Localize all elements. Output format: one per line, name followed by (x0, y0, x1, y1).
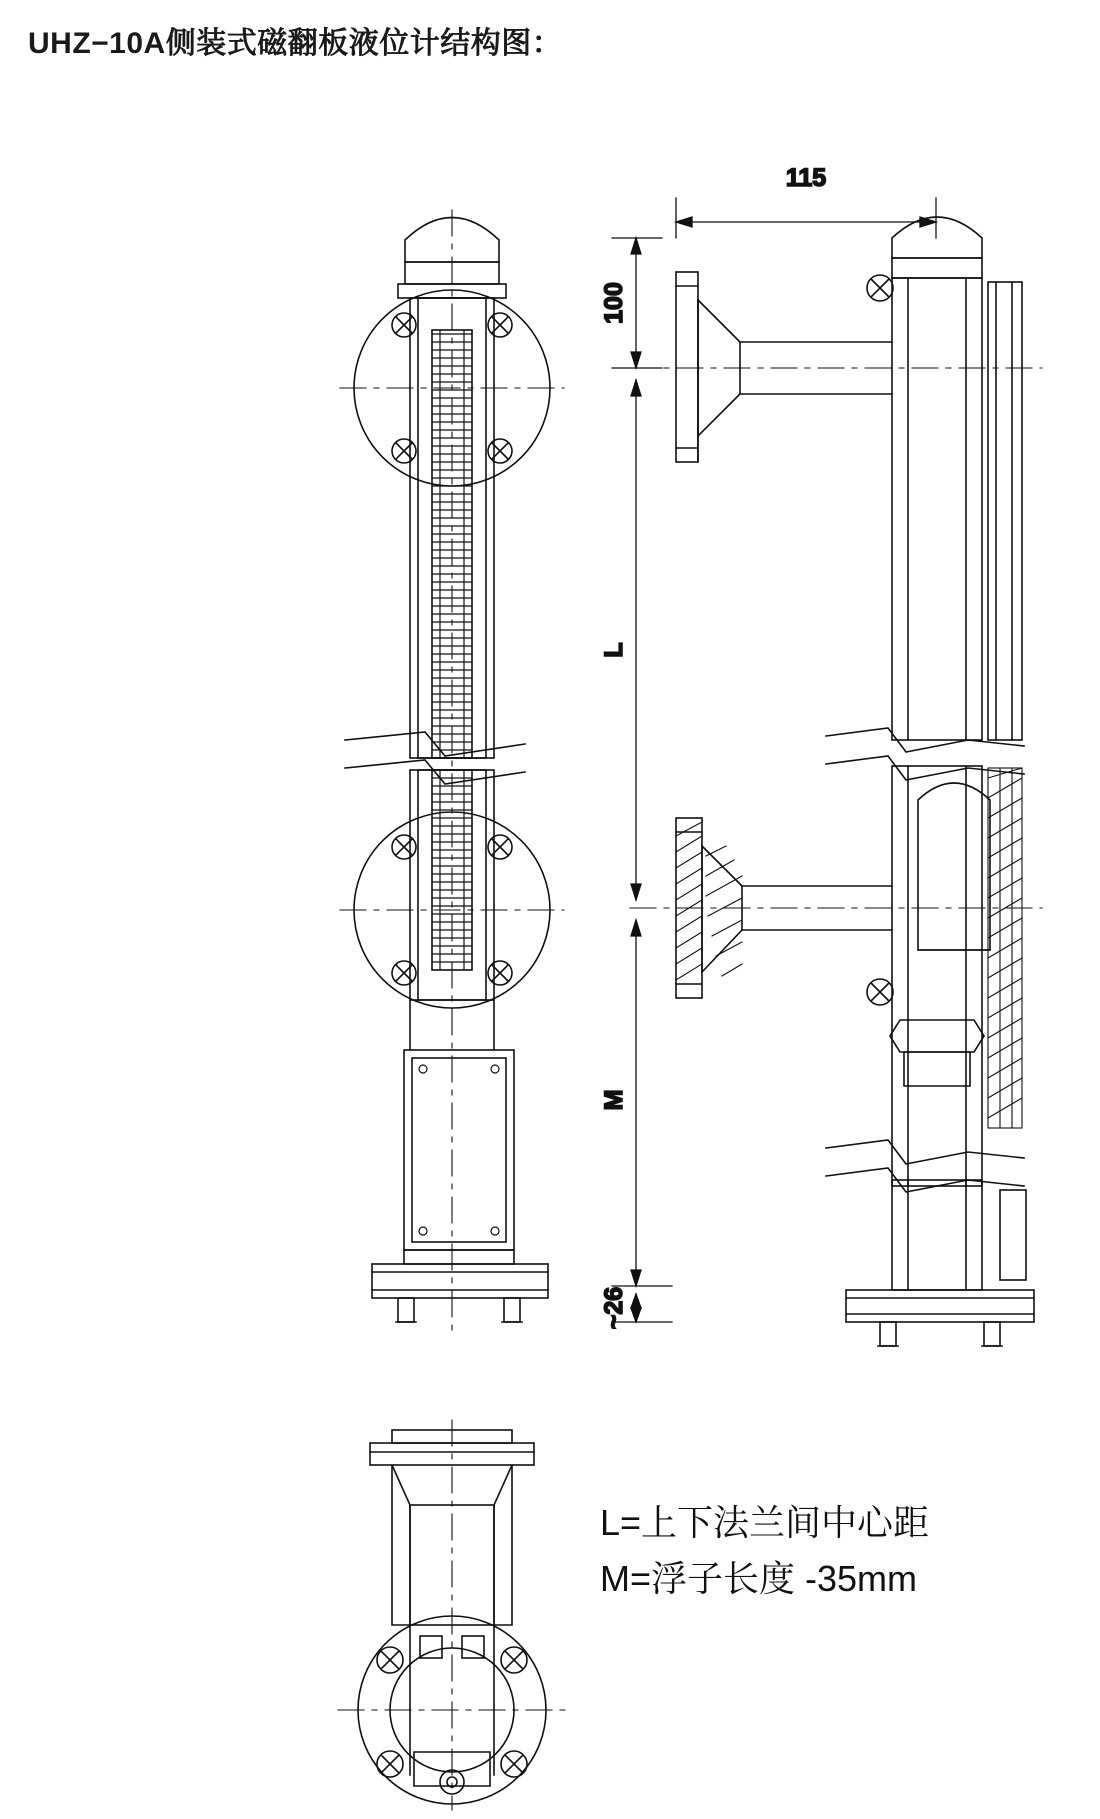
break-line-side-lower (826, 1140, 1024, 1192)
dim-100-label: 100 (600, 282, 628, 324)
page-title: UHZ−10A侧装式磁翻板液位计结构图： (28, 27, 563, 60)
legend-line-M: M=浮子长度 -35mm (600, 1557, 918, 1599)
side-bottom-flange (846, 1290, 1034, 1322)
transmitter-housing (404, 1050, 514, 1250)
dim-115-label: 115 (785, 164, 827, 192)
side-view (630, 217, 1042, 1346)
lower-vent-screw (867, 979, 893, 1005)
bottom-flange (372, 1264, 548, 1298)
dimension-lines (612, 198, 936, 1322)
dim-L-label: L (600, 642, 628, 658)
dim-M-label: M (600, 1089, 628, 1111)
front-view (340, 210, 564, 1330)
side-bottom-bolts (878, 1322, 1002, 1346)
drain-valve-body (890, 1020, 984, 1086)
break-line-side-upper (826, 728, 1024, 780)
section-hatch (988, 768, 1022, 1128)
center-lines-bottom (338, 1420, 566, 1810)
legend (600, 1495, 1060, 1607)
bottom-bolts (396, 1298, 522, 1322)
dimension-labels (600, 164, 826, 1329)
float (918, 783, 990, 950)
housing-screws (419, 1065, 499, 1235)
upper-process-connection (676, 272, 892, 462)
bottom-view (338, 1420, 566, 1810)
dim-26-label: ~26 (600, 1286, 628, 1330)
legend-line-L: L=上下法兰间中心距 (600, 1502, 930, 1543)
upper-vent-screw (867, 275, 893, 301)
